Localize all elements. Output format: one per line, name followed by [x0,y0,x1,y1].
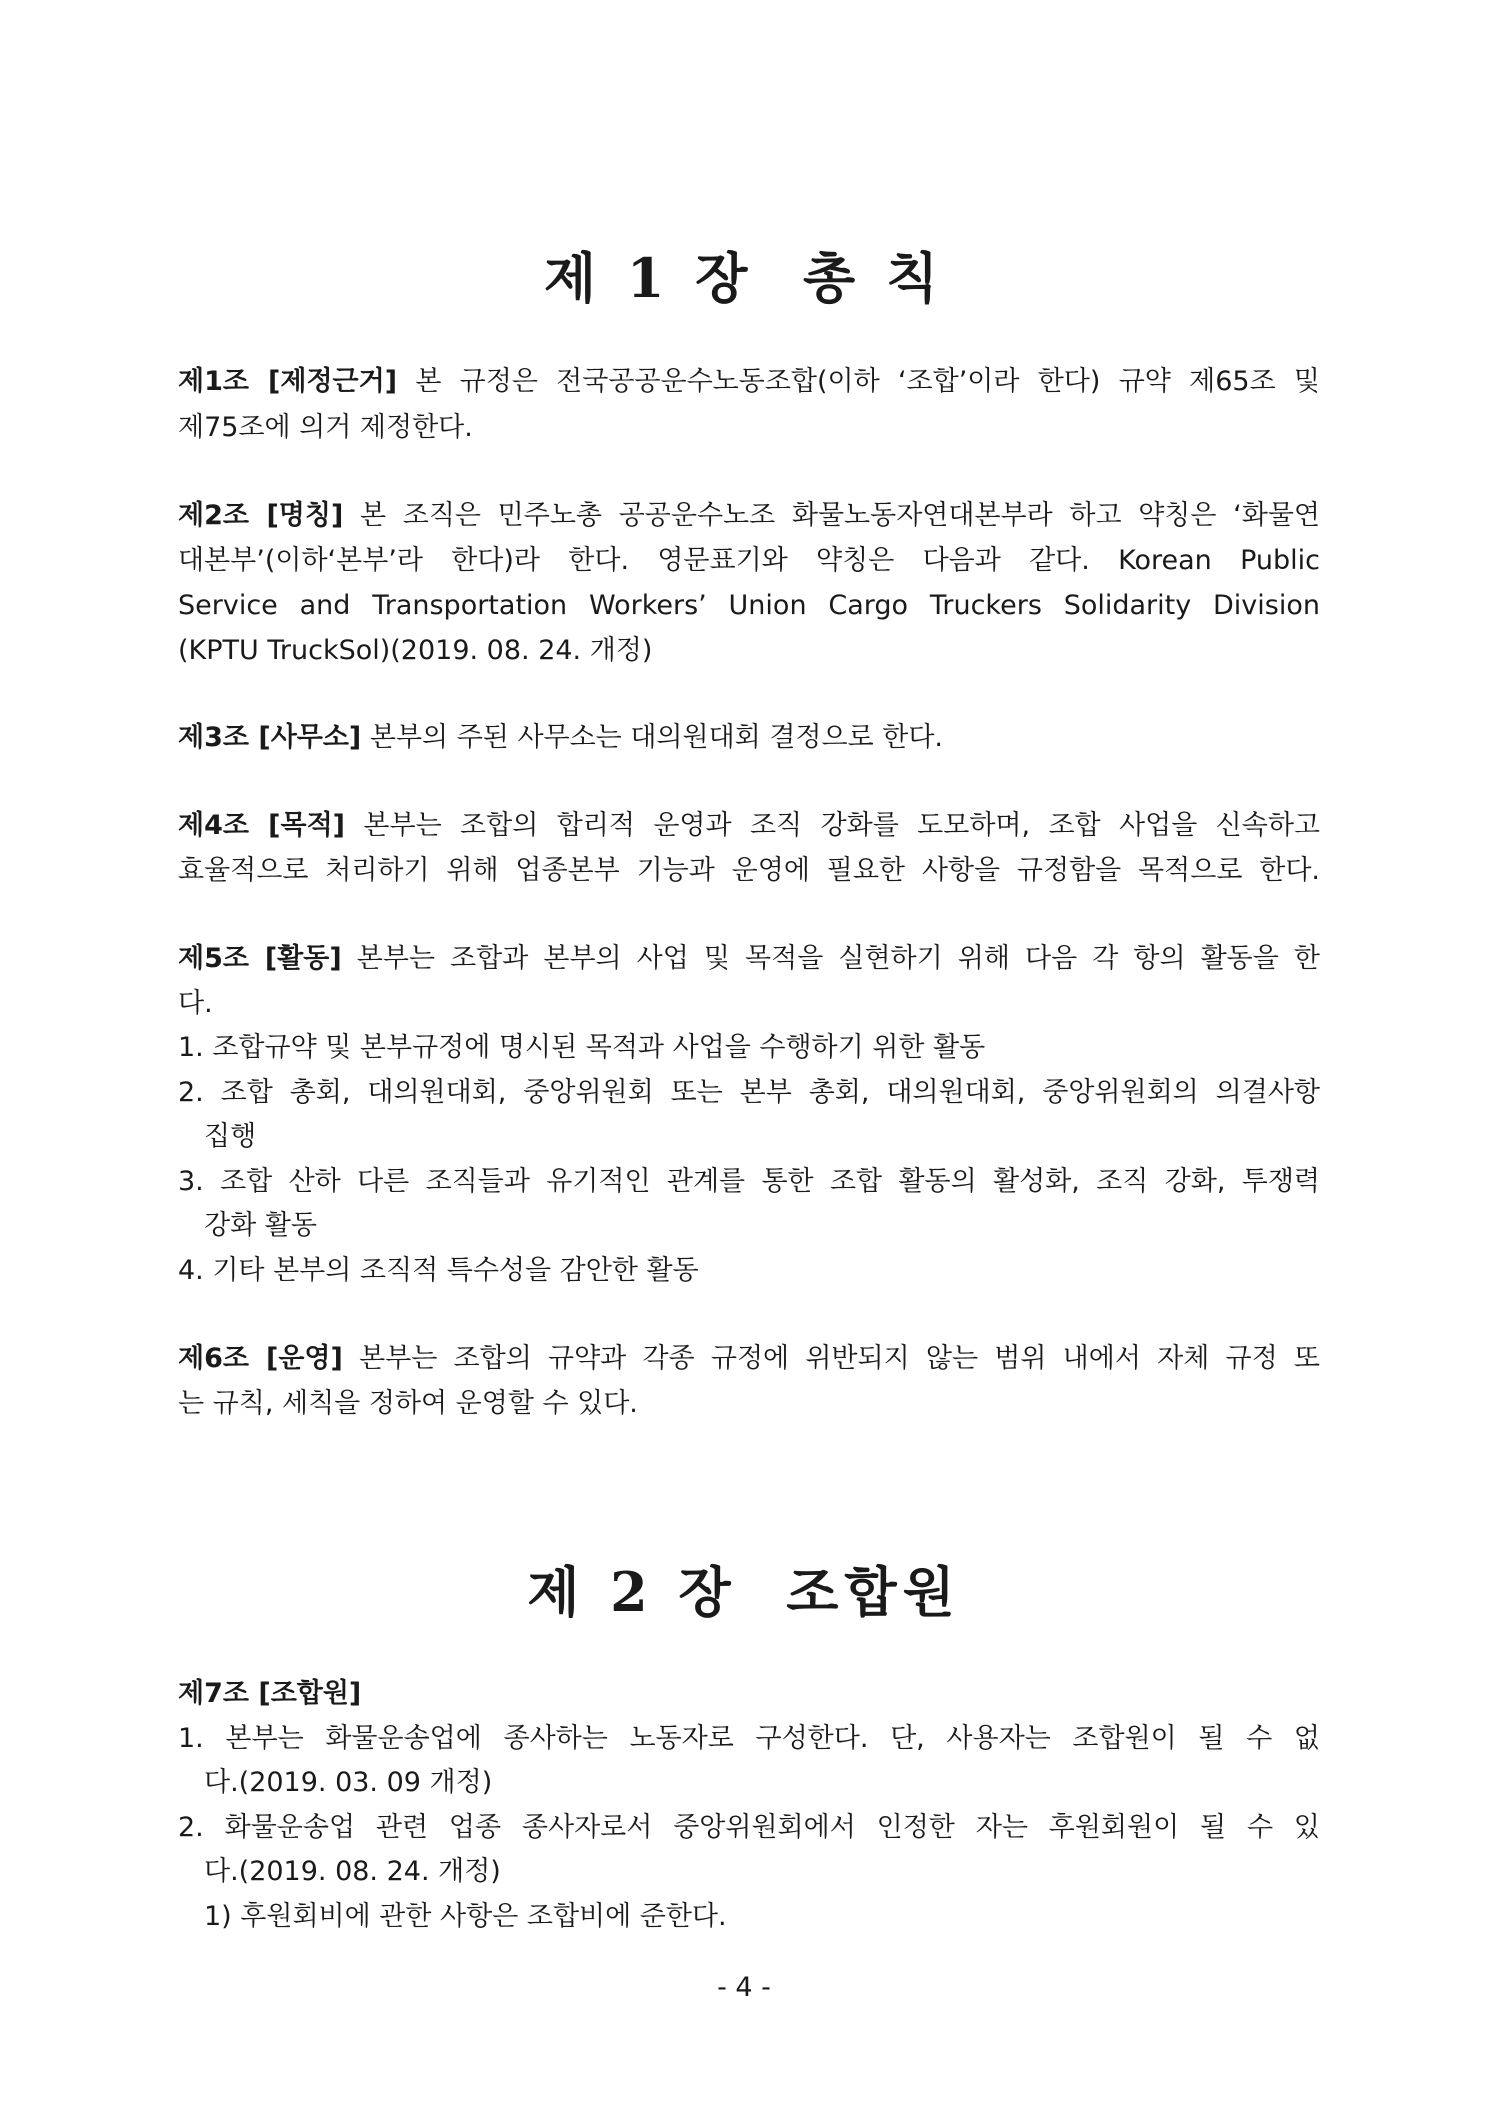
article-7-item-1-cont: 다.(2019. 03. 09 개정) [204,1767,493,1798]
article-2-line-2: 대본부’(이하‘본부’라 한다)라 한다. 영문표기와 약칭은 다음과 같다. Korean Public [178,545,1320,576]
article-1-heading: 제1조 [제정근거] [178,366,398,397]
article-4-line-2: 효율적으로 처리하기 위해 업종본부 기능과 운영에 필요한 사항을 규정함을 목적으로 한다. [178,855,1320,886]
article-1-line-1: 제1조 [제정근거] 본 규정은 전국공공운수노동조합(이하 ‘조합’이라 한다) 규약 제65조 및 [178,366,1320,397]
chapter-1-title: 제 1 장 총 칙 [543,246,945,310]
article-6-heading: 제6조 [운영] [178,1343,343,1374]
article-5-item-2-cont: 집행 [204,1121,257,1152]
page-number: - 4 - [717,1972,771,2003]
article-1-line-2: 제75조에 의거 제정한다. [178,412,473,443]
article-5-line-2: 다. [178,988,213,1019]
article-2-line-4: (KPTU TruckSol)(2019. 08. 24. 개정) [178,635,653,666]
article-6-line-1: 제6조 [운영] 본부는 조합의 규약과 각종 규정에 위반되지 않는 범위 내에서 자체 규정 또 [178,1343,1320,1374]
article-5-item-3-cont: 강화 활동 [204,1210,317,1241]
article-5-line-1: 제5조 [활동] 본부는 조합과 본부의 사업 및 목적을 실현하기 위해 다음 각 항의 활동을 한 [178,943,1320,974]
article-7-heading-line [178,1676,1320,1712]
chapter-2-title: 제 2 장 조합원 [527,1560,961,1624]
article-5-item-3: 3. 조합 산하 다른 조직들과 유기적인 관계를 통한 조합 활동의 활성화, 조직 강화, 투쟁력 [178,1166,1320,1197]
article-6-line-2: 는 규칙, 세칙을 정하여 운영할 수 있다. [178,1388,638,1419]
article-3-heading: 제3조 [사무소] [178,722,362,753]
article-4-heading: 제4조 [목적] [178,810,346,841]
article-7-item-1: 1. 본부는 화물운송업에 종사하는 노동자로 구성한다. 단, 사용자는 조합원이 될 수 없 [178,1723,1320,1754]
article-5-heading: 제5조 [활동] [178,943,342,974]
article-7-item-2: 2. 화물운송업 관련 업종 종사자로서 중앙위원회에서 인정한 자는 후원회원이 될 수 있 [178,1812,1320,1843]
article-7-heading: 제7조 [조합원] [178,1678,362,1709]
article-5-item-1: 1. 조합규약 및 본부규정에 명시된 목적과 사업을 수행하기 위한 활동 [178,1032,986,1063]
article-7-item-2-cont: 다.(2019. 08. 24. 개정) [204,1856,501,1887]
article-3-line-1: 제3조 [사무소] 본부의 주된 사무소는 대의원대회 결정으로 한다. [178,722,943,753]
article-4-line-1: 제4조 [목적] 본부는 조합의 합리적 운영과 조직 강화를 도모하며, 조합 사업을 신속하고 [178,810,1320,841]
article-5-item-2: 2. 조합 총회, 대의원대회, 중앙위원회 또는 본부 총회, 대의원대회, 중앙위원회의 의결사항 [178,1077,1320,1108]
article-2-line-3: Service and Transportation Workers’ Union Cargo Truckers Solidarity Division [178,590,1320,621]
article-2-heading: 제2조 [명칭] [178,500,344,531]
article-7-sub-1: 1) 후원회비에 관한 사항은 조합비에 준한다. [204,1901,727,1932]
article-5-item-4: 4. 기타 본부의 조직적 특수성을 감안한 활동 [178,1255,699,1286]
article-2-line-1: 제2조 [명칭] 본 조직은 민주노총 공공운수노조 화물노동자연대본부라 하고 약칭은 ‘화물연 [178,500,1320,531]
